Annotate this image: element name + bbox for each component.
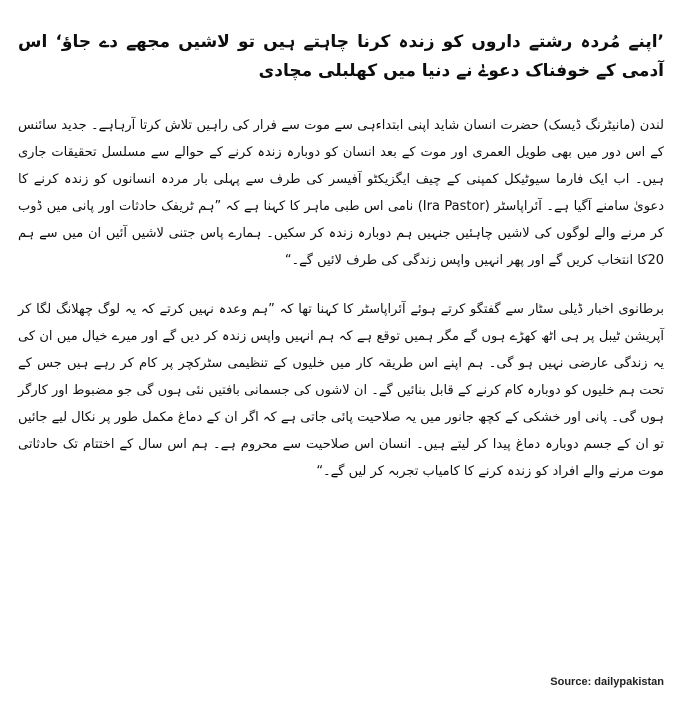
headline: ’اپنے مُردہ رشتے داروں کو زندہ کرنا چاہتے ہیں تو لاشیں مجھے دے جاؤ‘ اس آدمی کے خوفناک دعوےٰ نے دنیا میں کھلبلی مچادی	[18, 32, 664, 81]
article	[18, 14, 664, 485]
article-paragraph-2: برطانوی اخبار ڈیلی سٹار سے گفتگو کرتے ہوئے آئراپاسٹر کا کہنا تھا کہ ”ہم وعدہ نہیں کرتے کہ یہ لوگ چھلانگ لگا کر آپریشن ٹیبل پر ہی اٹھ کھڑے ہوں گے مگر ہمیں توقع ہے کہ ہم انہیں واپس زندہ کر دیں گے اور میرے خیال میں ان کی یہ زندگی عارضی نہیں ہو گی۔ ہم اپنے اس طریقہ کار میں خلیوں کے تنظیمی سٹرکچر پر کام کر رہے ہیں جس کے تحت ہم خلیوں کو دوبارہ کام کرنے کے قابل بنائیں گے۔ ان لاشوں کی جسمانی بافتیں نئی ہوں گی جو مضبوط اور کارگر ہوں گی۔ پانی اور خشکی کے کچھ جانور میں یہ صلاحیت پائی جاتی ہے کہ اگر ان کے دماغ مکمل طور پر نکال لیے جائیں تو ان کے جسم دوبارہ دماغ پیدا کر لیتے ہیں۔ انسان اس صلاحیت سے محروم ہے۔ ہم اس سال کے اختتام تک حادثاتی موت مرنے والے افراد کو زندہ کرنے کا کامیاب تجربہ کر لیں گے۔“	[18, 302, 664, 479]
source-credit: Source: dailypakistan	[550, 676, 664, 688]
article-paragraph-1: لندن (مانیٹرنگ ڈیسک) حضرت انسان شاید اپنی ابتداءہی سے موت سے فرار کی راہیں تلاش کرتا آرہاہے۔ جدید سائنس کے اس دور میں بھی طویل العمری اور موت کے بعد انسان کو دوبارہ زندہ کرنے کے حوالے سے مسلسل تحقیقات جاری ہیں۔ اب ایک فارما سیوٹیکل کمپنی کے چیف ایگزیکٹو آفیسر کی طرف سے پہلی بار مردہ انسانوں کو زندہ کرنے کا دعویٰ سامنے آگیا ہے۔ آئراپاسٹر (Ira Pastor) نامی اس طبی ماہر کا کہنا ہے کہ ”ہم ٹریفک حادثات اور پانی میں ڈوب کر مرنے والے لوگوں کی لاشیں چاہئیں جنہیں ہم دوبارہ زندہ کر سکیں۔ ہمارے پاس جتنی لاشیں آئیں ان میں سے ہم 20کا انتخاب کریں گے اور پھر انہیں واپس زندگی کی طرف لائیں گے۔“	[18, 118, 664, 268]
